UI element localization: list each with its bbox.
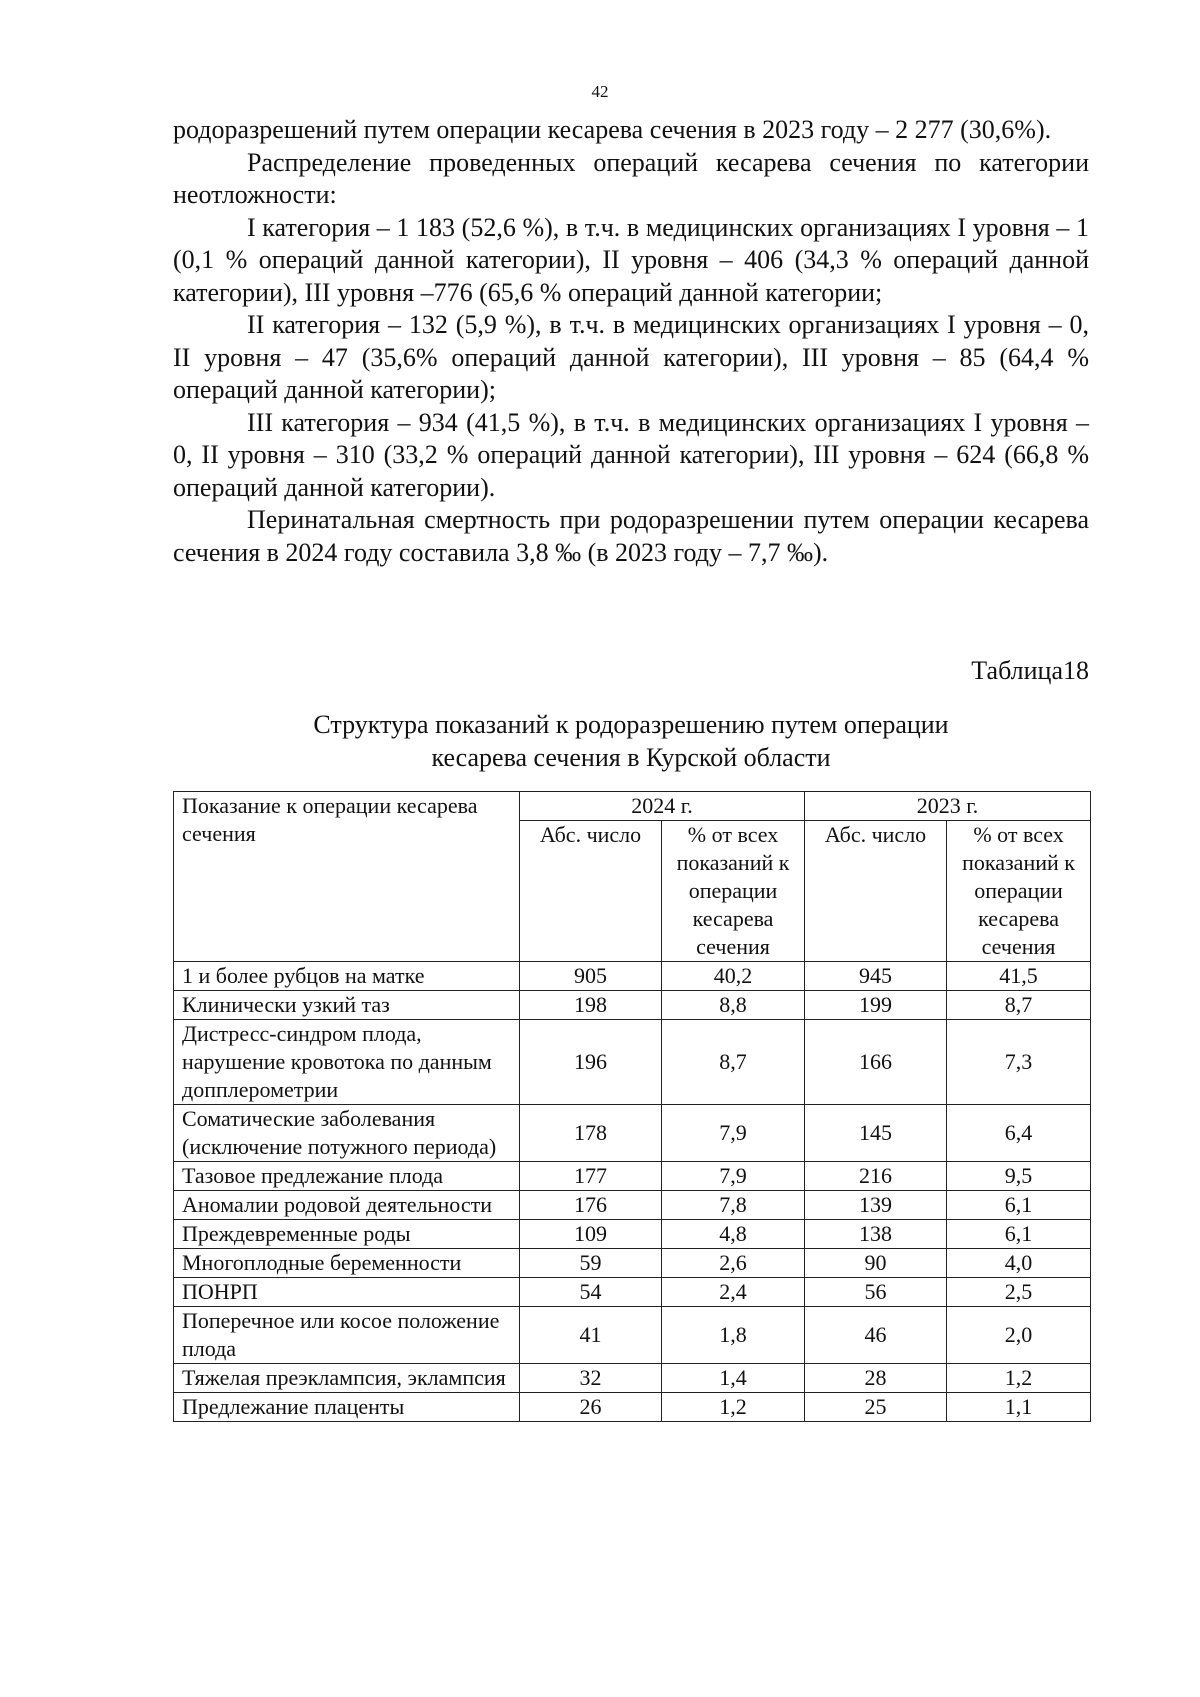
body-text [173,114,1089,569]
row-abs-2024: 176 [520,1191,662,1220]
table-title-line-2: кесарева сечения в Курской области [431,743,831,772]
row-indication: Дистресс-синдром плода, нарушение кровотока по данным допплерометрии [174,1020,520,1105]
row-abs-2024: 54 [520,1278,662,1307]
table-row [174,1191,1091,1220]
row-pct-2024: 1,4 [662,1364,805,1393]
header-pct-2023: % от всех показаний к операции кесарева сечения [947,821,1091,962]
row-abs-2023: 945 [805,962,947,991]
paragraph-1: родоразрешений путем операции кесарева сечения в 2023 году – 2 277 (30,6%). [173,115,1052,144]
row-pct-2023: 6,1 [947,1220,1091,1249]
row-pct-2024: 8,7 [662,1020,805,1105]
row-abs-2023: 56 [805,1278,947,1307]
header-year-2023: 2023 г. [805,792,1091,821]
row-pct-2023: 4,0 [947,1249,1091,1278]
row-abs-2023: 90 [805,1249,947,1278]
row-abs-2023: 46 [805,1307,947,1364]
row-pct-2023: 1,1 [947,1393,1091,1422]
header-abs-2024: Абс. число [520,821,662,962]
row-abs-2023: 28 [805,1364,947,1393]
table-row [174,1162,1091,1191]
row-pct-2024: 7,9 [662,1105,805,1162]
row-indication: ПОНРП [174,1278,520,1307]
row-abs-2023: 139 [805,1191,947,1220]
row-pct-2023: 1,2 [947,1364,1091,1393]
row-abs-2024: 26 [520,1393,662,1422]
row-abs-2024: 177 [520,1162,662,1191]
table-row [174,1393,1091,1422]
table-header-row-years [174,792,1091,821]
row-pct-2024: 2,6 [662,1249,805,1278]
table-row [174,1278,1091,1307]
row-abs-2024: 59 [520,1249,662,1278]
row-indication: 1 и более рубцов на матке [174,962,520,991]
row-abs-2024: 41 [520,1307,662,1364]
row-indication: Преждевременные роды [174,1220,520,1249]
row-indication: Многоплодные беременности [174,1249,520,1278]
row-pct-2023: 6,4 [947,1105,1091,1162]
row-abs-2024: 196 [520,1020,662,1105]
table-row [174,1020,1091,1105]
row-abs-2024: 198 [520,991,662,1020]
table-row [174,991,1091,1020]
row-pct-2023: 41,5 [947,962,1091,991]
table-title-line-1: Структура показаний к родоразрешению путем операции [313,710,949,739]
row-indication: Поперечное или косое положение плода [174,1307,520,1364]
table-row [174,1364,1091,1393]
table-title [173,708,1089,774]
row-pct-2023: 8,7 [947,991,1091,1020]
paragraph-category-1: I категория – 1 183 (52,6 %), в т.ч. в медицинских организациях I уровня – 1 (0,1 % операций данной категории), II уровня – 406 (34,3 % операций данной категории), III уровня –776 (65,6 % операций данной категории; [173,212,1089,307]
page-number: 42 [591,82,609,101]
table-row [174,1307,1091,1364]
row-indication: Тазовое предлежание плода [174,1162,520,1191]
row-pct-2023: 2,0 [947,1307,1091,1364]
indications-table [173,791,1091,1422]
table-row [174,1220,1091,1249]
row-abs-2024: 32 [520,1364,662,1393]
paragraph-category-3: III категория – 934 (41,5 %), в т.ч. в медицинских организациях I уровня – 0, II уровня – 310 (33,2 % операций данной категории), III уровня – 624 (66,8 % операций данной категории). [173,407,1089,502]
row-abs-2023: 199 [805,991,947,1020]
paragraph-perinatal-mortality: Перинатальная смертность при родоразрешении путем операции кесарева сечения в 2024 году составила 3,8 ‰ (в 2023 году – 7,7 ‰). [173,505,1089,567]
paragraph-2: Распределение проведенных операций кесарева сечения по категории неотложности: [173,147,1089,209]
row-pct-2024: 4,8 [662,1220,805,1249]
row-abs-2023: 138 [805,1220,947,1249]
header-abs-2023: Абс. число [805,821,947,962]
row-indication: Соматические заболевания (исключение потужного периода) [174,1105,520,1162]
table-row [174,1105,1091,1162]
header-year-2024: 2024 г. [520,792,805,821]
row-pct-2024: 1,8 [662,1307,805,1364]
row-abs-2024: 905 [520,962,662,991]
table-label: Таблица18 [971,656,1089,685]
paragraph-category-2: II категория – 132 (5,9 %), в т.ч. в медицинских организациях I уровня – 0, II уровня – 47 (35,6% операций данной категории), III уровня – 85 (64,4 % операций данной категории); [173,310,1089,404]
header-indication: Показание к операции кесарева сечения [174,792,520,962]
row-abs-2024: 178 [520,1105,662,1162]
row-pct-2023: 2,5 [947,1278,1091,1307]
header-pct-2024: % от всех показаний к операции кесарева сечения [662,821,805,962]
row-abs-2023: 145 [805,1105,947,1162]
row-pct-2024: 7,9 [662,1162,805,1191]
row-pct-2024: 1,2 [662,1393,805,1422]
row-indication: Предлежание плаценты [174,1393,520,1422]
row-indication: Аномалии родовой деятельности [174,1191,520,1220]
row-pct-2023: 9,5 [947,1162,1091,1191]
table-row [174,1249,1091,1278]
row-pct-2024: 40,2 [662,962,805,991]
row-abs-2023: 166 [805,1020,947,1105]
table-row [174,962,1091,991]
row-abs-2024: 109 [520,1220,662,1249]
row-pct-2023: 6,1 [947,1191,1091,1220]
row-abs-2023: 216 [805,1162,947,1191]
row-indication: Клинически узкий таз [174,991,520,1020]
row-pct-2023: 7,3 [947,1020,1091,1105]
row-pct-2024: 7,8 [662,1191,805,1220]
row-pct-2024: 8,8 [662,991,805,1020]
row-indication: Тяжелая преэклампсия, эклампсия [174,1364,520,1393]
row-abs-2023: 25 [805,1393,947,1422]
row-pct-2024: 2,4 [662,1278,805,1307]
